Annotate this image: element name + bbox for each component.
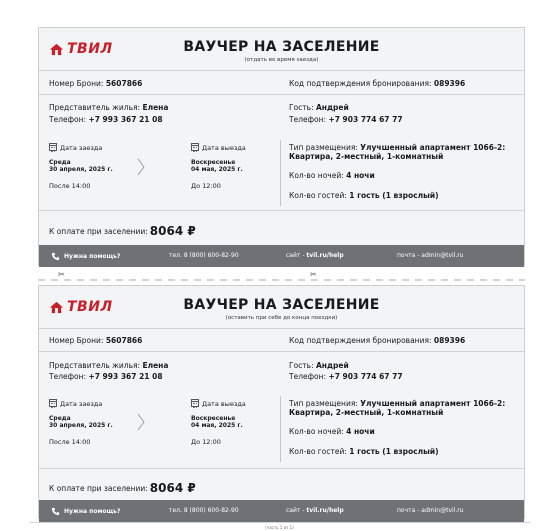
nights-value: 4 ночи <box>346 427 375 436</box>
booking-number-row <box>49 336 142 345</box>
scissors-icon: ✂ <box>310 270 317 279</box>
guest-row <box>289 361 349 370</box>
checkout-time: До 12:00 <box>191 438 221 446</box>
checkin-date: 30 апреля, 2025 г. <box>49 422 113 429</box>
checkin-time: После 14:00 <box>49 182 91 190</box>
room-line-1: Улучшенный апартамент 1066-2: <box>360 399 506 408</box>
voucher-header <box>39 28 524 68</box>
site-label: сайт - <box>286 507 305 514</box>
guest-label: Гость: <box>289 103 314 112</box>
brand-name: ТВИЛ <box>67 41 113 57</box>
help-prompt <box>51 507 120 516</box>
host-name: Елена <box>142 103 169 112</box>
voucher-header <box>39 286 524 326</box>
room-line-2: Квартира, 2-местный, 1-комнатный <box>289 408 444 417</box>
payment-row <box>49 224 196 238</box>
checkout-date: 04 мая, 2025 г. <box>191 422 243 429</box>
nights-value: 4 ночи <box>346 171 375 180</box>
payment-row <box>49 481 196 495</box>
voucher-subtitle: (оставить при себе до конца поездки) <box>225 315 338 321</box>
booking-number: 5607866 <box>105 336 143 345</box>
voucher-subtitle: (отдать во время заезда) <box>244 57 319 63</box>
checkout-day: Воскресенье <box>191 415 236 422</box>
column-divider <box>280 140 281 206</box>
nights-label: Кол-во ночей: <box>289 171 344 180</box>
site-label: сайт - <box>286 252 305 259</box>
scissors-icon: ✂ <box>58 270 65 279</box>
booking-number: 5607866 <box>105 79 143 88</box>
confirm-code: 089396 <box>433 79 466 88</box>
support-site <box>286 507 344 514</box>
site-link[interactable]: tvil.ru/help <box>306 507 344 514</box>
nights-label: Кол-во ночей: <box>289 427 344 436</box>
guest-row <box>289 103 349 112</box>
voucher-1 <box>38 27 525 266</box>
confirm-label: Код подтверждения бронирования: <box>289 79 432 88</box>
divider <box>39 210 524 211</box>
guest-label: Гость: <box>289 361 314 370</box>
guests-value: 1 гость (1 взрослый) <box>349 191 439 200</box>
guest-phone: +7 903 774 67 77 <box>328 372 403 381</box>
checkin-day: Среда <box>49 415 71 422</box>
confirm-code: 089396 <box>433 336 466 345</box>
checkout-heading <box>191 143 246 152</box>
guests-label: Кол-во гостей: <box>289 447 347 456</box>
confirm-code-row <box>289 336 465 345</box>
guest-phone-row <box>289 115 403 124</box>
host-phone-row <box>49 115 163 124</box>
checkout-date: 04 мая, 2025 г. <box>191 166 243 173</box>
guests-row <box>289 191 439 200</box>
nights-row <box>289 171 375 180</box>
column-divider <box>280 396 281 462</box>
room-type-row <box>289 399 505 408</box>
support-phone: тел. 8 (800) 600-82-90 <box>169 252 239 259</box>
nights-row <box>289 427 375 436</box>
calendar-icon <box>49 399 57 407</box>
checkin-day: Среда <box>49 159 71 166</box>
checkin-date: 30 апреля, 2025 г. <box>49 166 113 173</box>
divider <box>39 328 524 329</box>
help-label: Нужна помощь? <box>64 253 121 260</box>
room-label: Тип размещения: <box>289 399 358 408</box>
chevron-right-icon <box>137 158 145 176</box>
dashed-line <box>38 275 525 285</box>
phone-handset-icon <box>51 252 60 261</box>
calendar-icon <box>49 143 57 151</box>
guests-value: 1 гость (1 взрослый) <box>349 447 439 456</box>
help-label: Нужна помощь? <box>64 508 121 515</box>
guest-phone-label: Телефон: <box>289 372 327 381</box>
checkout-label: Дата выезда <box>202 144 246 152</box>
host-row <box>49 103 168 112</box>
host-phone: +7 993 367 21 08 <box>88 372 163 381</box>
divider <box>39 351 524 352</box>
host-phone-label: Телефон: <box>49 372 87 381</box>
calendar-icon <box>191 143 199 151</box>
booking-number-row <box>49 79 142 88</box>
room-line-2: Квартира, 2-местный, 1-комнатный <box>289 152 444 161</box>
voucher-footer <box>39 500 524 522</box>
guests-row <box>289 447 439 456</box>
guest-name: Андрей <box>316 103 349 112</box>
support-email: почта - admin@tvil.ru <box>397 507 464 514</box>
guests-label: Кол-во гостей: <box>289 191 347 200</box>
room-type-row <box>289 143 505 152</box>
voucher-footer <box>39 245 524 267</box>
divider <box>39 468 524 469</box>
phone-handset-icon <box>51 507 60 516</box>
host-label: Представитель жилья: <box>49 361 141 370</box>
chevron-right-icon <box>137 413 145 431</box>
divider <box>39 70 524 71</box>
cut-line <box>38 270 525 280</box>
host-label: Представитель жилья: <box>49 103 141 112</box>
support-site <box>286 252 344 259</box>
room-label: Тип размещения: <box>289 143 358 152</box>
payment-amount: 8064 ₽ <box>149 481 196 495</box>
checkin-heading <box>49 399 102 408</box>
support-phone: тел. 8 (800) 600-82-90 <box>169 507 239 514</box>
checkin-label: Дата заезда <box>60 144 103 152</box>
support-email: почта - admin@tvil.ru <box>397 252 464 259</box>
checkout-heading <box>191 399 246 408</box>
voucher-title: ВАУЧЕР НА ЗАСЕЛЕНИЕ <box>183 39 380 55</box>
host-name: Елена <box>142 361 169 370</box>
host-phone-row <box>49 372 163 381</box>
payment-label: К оплате при заселении: <box>49 227 148 236</box>
calendar-icon <box>191 399 199 407</box>
checkout-day: Воскресенье <box>191 159 236 166</box>
divider <box>39 94 524 95</box>
checkout-time: До 12:00 <box>191 182 221 190</box>
confirm-label: Код подтверждения бронирования: <box>289 336 432 345</box>
page-divider <box>30 522 530 523</box>
payment-label: К оплате при заселении: <box>49 484 148 493</box>
guest-name: Андрей <box>316 361 349 370</box>
booking-label: Номер Брони: <box>49 336 104 345</box>
page-note: (часть 1 из 1) <box>265 525 294 530</box>
voucher-2 <box>38 285 525 519</box>
brand-name: ТВИЛ <box>67 299 113 315</box>
checkout-label: Дата выезда <box>202 400 246 408</box>
room-line-1: Улучшенный апартамент 1066-2: <box>360 143 506 152</box>
guest-phone-label: Телефон: <box>289 115 327 124</box>
host-phone: +7 993 367 21 08 <box>88 115 163 124</box>
host-phone-label: Телефон: <box>49 115 87 124</box>
checkin-label: Дата заезда <box>60 400 103 408</box>
guest-phone: +7 903 774 67 77 <box>328 115 403 124</box>
help-prompt <box>51 252 120 261</box>
confirm-code-row <box>289 79 465 88</box>
site-link[interactable]: tvil.ru/help <box>306 252 344 259</box>
payment-amount: 8064 ₽ <box>149 224 196 238</box>
guest-phone-row <box>289 372 403 381</box>
checkin-time: После 14:00 <box>49 438 91 446</box>
host-row <box>49 361 168 370</box>
booking-label: Номер Брони: <box>49 79 104 88</box>
voucher-title: ВАУЧЕР НА ЗАСЕЛЕНИЕ <box>183 297 380 313</box>
checkin-heading <box>49 143 102 152</box>
